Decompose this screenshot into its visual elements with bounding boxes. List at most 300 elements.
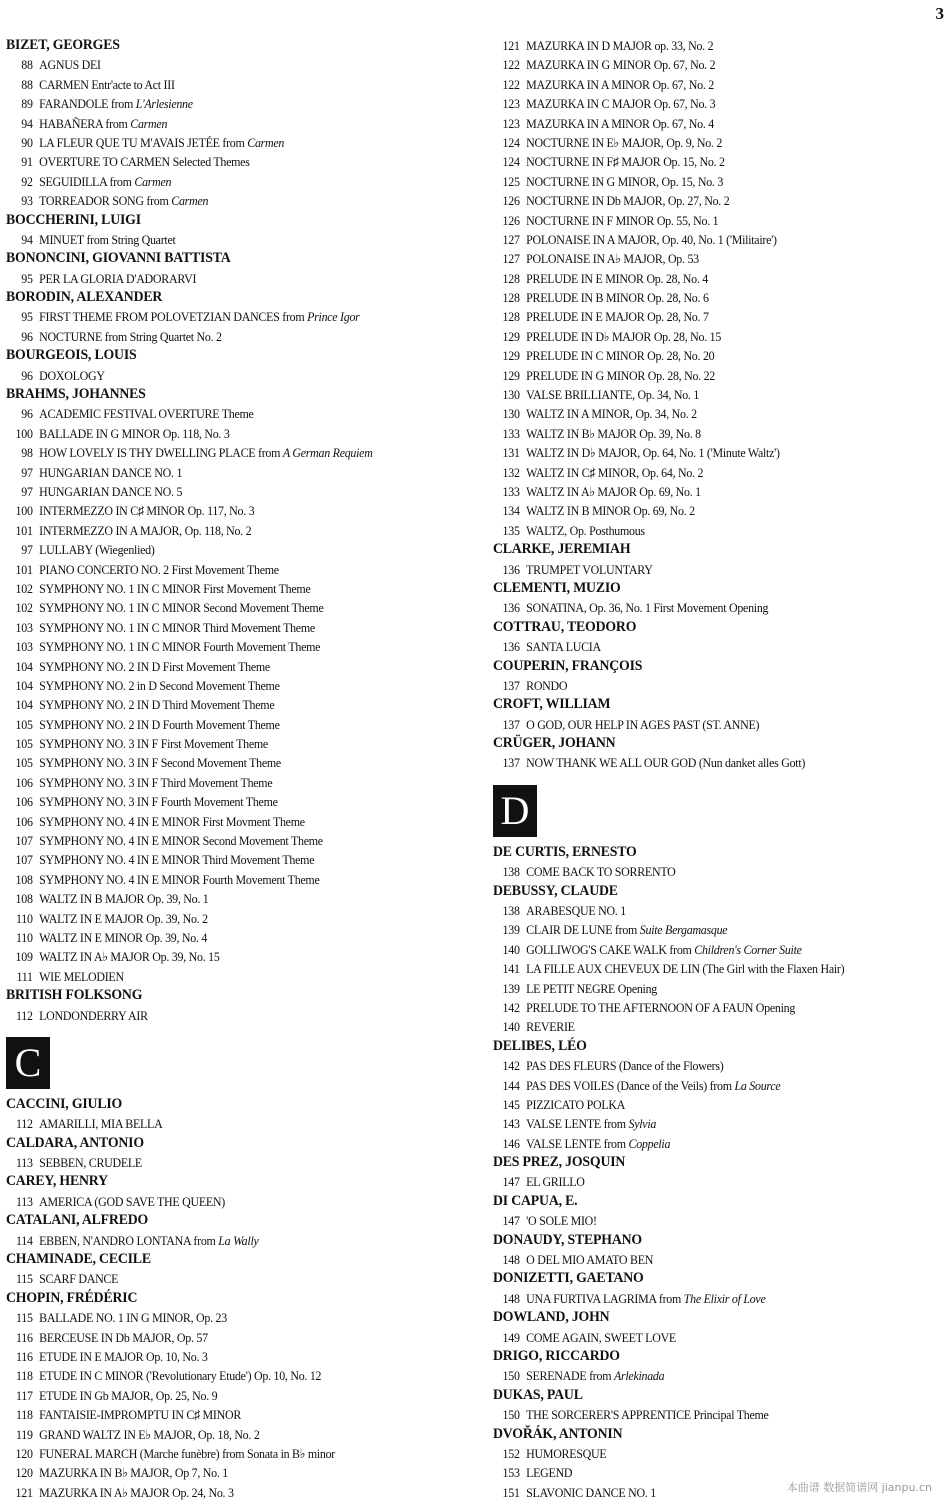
entry-title: MAZURKA IN D MAJOR op. 33, No. 2 xyxy=(526,38,714,53)
entry-page-number: 89 xyxy=(21,96,33,112)
index-entry xyxy=(493,269,912,288)
entry-work-title: Children's Corner Suite xyxy=(694,941,802,957)
entry-page-number: 124 xyxy=(502,134,520,150)
entry-page-number: 136 xyxy=(502,561,520,577)
entry-page-number: 94 xyxy=(21,115,33,131)
entry-title: SLAVONIC DANCE NO. 1 xyxy=(526,1484,656,1500)
composer-heading: CRÜGER, JOHANN xyxy=(493,735,616,752)
composer-heading: CLEMENTI, MUZIO xyxy=(493,579,621,596)
entry-title: HOW LOVELY IS THY DWELLING PLACE from xyxy=(39,445,283,461)
index-entry xyxy=(493,133,912,152)
entry-title: GRAND WALTZ IN E♭ MAJOR, Op. 18, No. 2 xyxy=(39,1426,260,1442)
entry-title: FIRST THEME FROM POLOVETZIAN DANCES from xyxy=(39,309,308,325)
index-entry xyxy=(493,598,912,617)
entry-title: THE SORCERER'S APPRENTICE Principal Theme xyxy=(526,1407,769,1423)
index-entry xyxy=(493,152,912,171)
entry-title: ETUDE IN Gb MAJOR, Op. 25, No. 9 xyxy=(39,1387,218,1403)
entry-title: NOW THANK WE ALL OUR GOD (Nun danket alles Gott) xyxy=(526,755,806,771)
entry-page-number: 142 xyxy=(502,999,520,1015)
entry-page-number: 101 xyxy=(15,522,33,538)
entry-page-number: 105 xyxy=(15,755,33,771)
entry-page-number: 135 xyxy=(502,522,520,538)
entry-title: WALTZ IN B MAJOR Op. 39, No. 1 xyxy=(39,891,209,907)
index-entry xyxy=(6,598,438,617)
index-entry xyxy=(6,812,438,831)
entry-page-number: 134 xyxy=(502,503,520,519)
index-entry xyxy=(493,288,912,307)
entry-page-number: 88 xyxy=(21,76,33,92)
index-entry xyxy=(493,230,912,249)
entry-title: SYMPHONY NO. 1 IN C MINOR Third Movement Theme xyxy=(39,619,315,635)
entry-page-number: 96 xyxy=(21,406,33,422)
entry-title: 'O SOLE MIO! xyxy=(526,1213,597,1229)
index-entry xyxy=(6,1366,438,1385)
entry-page-number: 148 xyxy=(502,1252,520,1268)
entry-title: AGNUS DEI xyxy=(39,57,101,73)
index-entry xyxy=(493,1211,912,1230)
entry-page-number: 137 xyxy=(502,716,520,732)
composer-heading: BOCCHERINI, LUIGI xyxy=(6,211,141,228)
index-entry xyxy=(493,560,912,579)
index-entry xyxy=(493,998,912,1017)
entry-title: LA FLEUR QUE TU M'AVAIS JETÉE from xyxy=(39,134,248,150)
index-entry xyxy=(6,230,438,249)
index-entry xyxy=(6,560,438,579)
index-entry xyxy=(493,1017,912,1036)
entry-work-title: La Source xyxy=(734,1077,781,1093)
index-entry xyxy=(493,191,912,210)
index-entry xyxy=(493,55,912,74)
index-entry xyxy=(6,1347,438,1366)
entry-page-number: 133 xyxy=(502,425,520,441)
entry-title: TORREADOR SONG from xyxy=(39,193,172,209)
index-entry xyxy=(6,831,438,850)
index-entry xyxy=(493,482,912,501)
entry-title: SYMPHONY NO. 4 IN E MINOR First Movment Theme xyxy=(39,813,305,829)
entry-page-number: 123 xyxy=(502,96,520,112)
composer-heading: DONIZETTI, GAETANO xyxy=(493,1270,644,1287)
entry-title: WALTZ, Op. Posthumous xyxy=(526,522,645,538)
index-entry xyxy=(6,734,438,753)
entry-page-number: 127 xyxy=(502,251,520,267)
composer-heading: DRIGO, RICCARDO xyxy=(493,1348,620,1364)
entry-title: ACADEMIC FESTIVAL OVERTURE Theme xyxy=(39,406,254,422)
index-entry xyxy=(6,133,438,152)
entry-title: MAZURKA IN C MAJOR Op. 67, No. 3 xyxy=(526,96,716,112)
entry-title: WALTZ IN A MINOR, Op. 34, No. 2 xyxy=(526,406,697,422)
composer-heading: DUKAS, PAUL xyxy=(493,1386,583,1403)
composer-heading: BIZET, GEORGES xyxy=(6,37,120,53)
entry-title: WALTZ IN E MINOR Op. 39, No. 4 xyxy=(39,929,208,945)
index-entry xyxy=(6,1425,438,1444)
index-entry xyxy=(6,191,438,210)
entry-page-number: 126 xyxy=(502,193,520,209)
index-entry xyxy=(493,501,912,520)
entry-work-title: L'Arlesienne xyxy=(135,96,193,112)
entry-title: WALTZ IN A♭ MAJOR Op. 69, No. 1 xyxy=(526,483,701,499)
entry-work-title: Carmen xyxy=(247,134,285,150)
composer-heading: BOURGEOIS, LOUIS xyxy=(6,347,137,364)
index-entry xyxy=(6,967,438,986)
entry-title: WIE MELODIEN xyxy=(39,968,124,984)
right-column xyxy=(493,36,948,1502)
entry-page-number: 108 xyxy=(15,891,33,907)
entry-title: BERCEUSE IN Db MAJOR, Op. 57 xyxy=(39,1329,208,1345)
entry-title: PRELUDE TO THE AFTERNOON OF A FAUN Opening xyxy=(526,999,796,1015)
entry-title: SYMPHONY NO. 2 IN D Fourth Movement Theme xyxy=(39,716,280,732)
index-entry xyxy=(493,979,912,998)
entry-title: MAZURKA IN G MINOR Op. 67, No. 2 xyxy=(526,57,716,73)
entry-title: SONATINA, Op. 36, No. 1 First Movement Opening xyxy=(526,600,769,616)
entry-title: DOXOLOGY xyxy=(39,367,105,383)
entry-page-number: 112 xyxy=(16,1116,33,1132)
entry-page-number: 103 xyxy=(15,639,33,655)
entry-work-title: Arlekinada xyxy=(613,1368,665,1384)
index-entry xyxy=(6,269,438,288)
entry-page-number: 96 xyxy=(21,328,33,344)
index-entry xyxy=(493,1366,912,1385)
entry-page-number: 138 xyxy=(502,903,520,919)
index-entry xyxy=(493,75,912,94)
entry-title: OVERTURE TO CARMEN Selected Themes xyxy=(39,154,250,170)
entry-title: SYMPHONY NO. 1 IN C MINOR Fourth Movement Theme xyxy=(39,639,321,655)
entry-title: NOCTURNE IN E♭ MAJOR, Op. 9, No. 2 xyxy=(526,134,723,150)
entry-title: PRELUDE IN E MINOR Op. 28, No. 4 xyxy=(526,270,708,286)
entry-title: POLONAISE IN A♭ MAJOR, Op. 53 xyxy=(526,251,699,267)
entry-page-number: 153 xyxy=(502,1465,520,1481)
index-entry xyxy=(493,36,912,55)
entry-page-number: 95 xyxy=(21,309,33,325)
index-entry xyxy=(6,1269,438,1288)
entry-page-number: 140 xyxy=(502,1019,520,1035)
entry-page-number: 112 xyxy=(16,1007,33,1023)
entry-work-title: Prince Igor xyxy=(307,309,360,325)
entry-page-number: 147 xyxy=(502,1213,520,1229)
composer-heading: CALDARA, ANTONIO xyxy=(6,1134,144,1151)
entry-title: NOCTURNE from String Quartet No. 2 xyxy=(39,328,222,344)
entry-page-number: 116 xyxy=(16,1329,33,1345)
entry-page-number: 107 xyxy=(15,833,33,849)
entry-page-number: 91 xyxy=(21,154,33,170)
composer-heading: DOWLAND, JOHN xyxy=(493,1309,610,1326)
entry-page-number: 121 xyxy=(15,1484,33,1500)
entry-page-number: 104 xyxy=(15,677,33,693)
index-entry xyxy=(6,55,438,74)
entry-page-number: 90 xyxy=(21,134,33,150)
composer-heading: DEBUSSY, CLAUDE xyxy=(493,882,618,899)
entry-page-number: 118 xyxy=(16,1407,33,1423)
entry-title: SEBBEN, CRUDELE xyxy=(39,1155,142,1171)
entry-title: O GOD, OUR HELP IN AGES PAST (ST. ANNE) xyxy=(526,716,760,732)
index-entry xyxy=(6,1006,438,1025)
index-entry xyxy=(6,1405,438,1424)
entry-page-number: 126 xyxy=(502,212,520,228)
entry-title: CLAIR DE LUNE from xyxy=(526,922,640,938)
index-entry xyxy=(6,1483,438,1502)
entry-title: MAZURKA IN A MINOR Op. 67, No. 4 xyxy=(526,115,714,131)
entry-title: NOCTURNE IN G MINOR, Op. 15, No. 3 xyxy=(526,173,724,189)
entry-page-number: 118 xyxy=(16,1368,33,1384)
entry-page-number: 147 xyxy=(502,1174,520,1190)
entry-page-number: 148 xyxy=(502,1290,520,1306)
entry-title: REVERIE xyxy=(526,1019,575,1035)
entry-title: NOCTURNE IN Db MAJOR, Op. 27, No. 2 xyxy=(526,193,730,209)
entry-title: TRUMPET VOLUNTARY xyxy=(526,561,653,577)
entry-page-number: 129 xyxy=(502,367,520,383)
entry-title: SCARF DANCE xyxy=(39,1271,119,1287)
composer-heading: CLARKE, JEREMIAH xyxy=(493,541,631,558)
entry-page-number: 131 xyxy=(502,445,520,461)
index-entry xyxy=(6,307,438,326)
entry-title: PAS DES FLEURS (Dance of the Flowers) xyxy=(526,1058,724,1074)
entry-title: SYMPHONY NO. 4 IN E MINOR Third Movement Theme xyxy=(39,852,315,868)
entry-page-number: 130 xyxy=(502,406,520,422)
entry-page-number: 123 xyxy=(502,115,520,131)
entry-title: SYMPHONY NO. 4 IN E MINOR Second Movement Theme xyxy=(39,833,323,849)
entry-page-number: 115 xyxy=(16,1310,33,1326)
entry-title: NOCTURNE IN F♯ MAJOR Op. 15, No. 2 xyxy=(526,154,725,170)
entry-title: PRELUDE IN D♭ MAJOR Op. 28, No. 15 xyxy=(526,328,722,344)
entry-title: SYMPHONY NO. 1 IN C MINOR Second Movement Theme xyxy=(39,600,324,616)
entry-page-number: 144 xyxy=(502,1077,520,1093)
entry-title: HABAÑERA from xyxy=(39,115,131,131)
index-entry xyxy=(6,114,438,133)
index-entry xyxy=(6,463,438,482)
index-entry xyxy=(6,443,438,462)
entry-title: SANTA LUCIA xyxy=(526,639,601,655)
index-entry xyxy=(6,424,438,443)
entry-page-number: 100 xyxy=(15,503,33,519)
composer-heading: BRITISH FOLKSONG xyxy=(6,987,143,1004)
entry-page-number: 103 xyxy=(15,619,33,635)
index-entry xyxy=(6,540,438,559)
index-entry xyxy=(493,1250,912,1269)
index-entry xyxy=(6,947,438,966)
entry-title: SERENADE from xyxy=(526,1368,614,1384)
entry-page-number: 113 xyxy=(16,1193,33,1209)
entry-page-number: 127 xyxy=(502,231,520,247)
entry-title: SYMPHONY NO. 3 IN F Second Movement Theme xyxy=(39,755,281,771)
composer-heading: COTTRAU, TEODORO xyxy=(493,618,637,635)
entry-title: VALSE BRILLIANTE, Op. 34, No. 1 xyxy=(526,387,700,403)
entry-title: PRELUDE IN E MAJOR Op. 28, No. 7 xyxy=(526,309,709,325)
entry-page-number: 149 xyxy=(502,1329,520,1345)
entry-page-number: 101 xyxy=(15,561,33,577)
entry-page-number: 106 xyxy=(15,794,33,810)
entry-title: WALTZ IN B♭ MAJOR Op. 39, No. 8 xyxy=(526,425,701,441)
index-entry xyxy=(6,1328,438,1347)
entry-page-number: 122 xyxy=(502,76,520,92)
index-entry xyxy=(493,1289,912,1308)
section-letter: D xyxy=(493,785,537,837)
composer-heading: CROFT, WILLIAM xyxy=(493,696,611,713)
entry-title: PER LA GLORIA D'ADORARVI xyxy=(39,270,197,286)
index-entry xyxy=(6,1463,438,1482)
entry-page-number: 128 xyxy=(502,270,520,286)
entry-title: WALTZ IN E MAJOR Op. 39, No. 2 xyxy=(39,910,208,926)
entry-page-number: 111 xyxy=(16,968,33,984)
entry-title: PIANO CONCERTO NO. 2 First Movement Theme xyxy=(39,561,279,577)
entry-title: SEGUIDILLA from xyxy=(39,173,135,189)
composer-heading: CHOPIN, FRÉDÉRIC xyxy=(6,1289,138,1306)
entry-work-title: Carmen xyxy=(171,193,209,209)
entry-page-number: 133 xyxy=(502,483,520,499)
entry-title: HUMORESQUE xyxy=(526,1445,607,1461)
entry-title: UNA FURTIVA LAGRIMA from xyxy=(526,1290,684,1306)
entry-page-number: 141 xyxy=(502,961,520,977)
index-entry xyxy=(493,443,912,462)
composer-heading: DONAUDY, STEPHANO xyxy=(493,1231,642,1248)
index-entry xyxy=(6,909,438,928)
entry-title: HUNGARIAN DANCE NO. 5 xyxy=(39,483,183,499)
index-entry xyxy=(493,901,912,920)
index-entry xyxy=(493,1095,912,1114)
entry-title: PRELUDE IN C MINOR Op. 28, No. 20 xyxy=(526,348,715,364)
index-entry xyxy=(6,870,438,889)
entry-page-number: 128 xyxy=(502,309,520,325)
index-entry xyxy=(6,715,438,734)
section-letter: C xyxy=(6,1037,50,1089)
entry-title: LONDONDERRY AIR xyxy=(39,1007,148,1023)
index-entry xyxy=(6,521,438,540)
index-entry xyxy=(6,889,438,908)
entry-title: GOLLIWOG'S CAKE WALK from xyxy=(526,941,695,957)
entry-title: MAZURKA IN A MINOR Op. 67, No. 2 xyxy=(526,76,714,92)
entry-page-number: 109 xyxy=(15,949,33,965)
entry-title: SYMPHONY NO. 2 in D Second Movement Theme xyxy=(39,677,280,693)
entry-page-number: 102 xyxy=(15,600,33,616)
composer-heading: DELIBES, LÉO xyxy=(493,1037,587,1054)
composer-heading: BRAHMS, JOHANNES xyxy=(6,386,146,403)
index-entry xyxy=(493,637,912,656)
index-entry xyxy=(493,327,912,346)
entry-page-number: 136 xyxy=(502,600,520,616)
index-entry xyxy=(493,307,912,326)
entry-work-title: Sylvia xyxy=(628,1116,657,1132)
index-entry xyxy=(6,152,438,171)
entry-page-number: 105 xyxy=(15,716,33,732)
index-entry xyxy=(493,94,912,113)
index-entry xyxy=(6,753,438,772)
entry-title: NOCTURNE IN F MINOR Op. 55, No. 1 xyxy=(526,212,719,228)
entry-title: CARMEN Entr'acte to Act III xyxy=(39,76,175,92)
entry-page-number: 138 xyxy=(502,864,520,880)
entry-title: MAZURKA IN A♭ MAJOR Op. 24, No. 3 xyxy=(39,1484,234,1500)
index-entry xyxy=(493,1328,912,1347)
index-entry xyxy=(493,366,912,385)
entry-page-number: 93 xyxy=(21,193,33,209)
entry-title: FANTAISIE-IMPROMPTU IN C♯ MINOR xyxy=(39,1407,242,1423)
entry-page-number: 146 xyxy=(502,1135,520,1151)
entry-title: WALTZ IN D♭ MAJOR, Op. 64, No. 1 ('Minute Waltz') xyxy=(526,445,780,461)
entry-page-number: 142 xyxy=(502,1058,520,1074)
index-entry xyxy=(493,249,912,268)
index-entry xyxy=(493,1172,912,1191)
composer-heading: DE CURTIS, ERNESTO xyxy=(493,843,637,860)
entry-title: BALLADE IN G MINOR Op. 118, No. 3 xyxy=(39,425,230,441)
entry-title: VALSE LENTE from xyxy=(526,1116,629,1132)
index-entry xyxy=(493,862,912,881)
entry-page-number: 114 xyxy=(16,1232,33,1248)
index-entry xyxy=(6,404,438,423)
entry-page-number: 106 xyxy=(15,813,33,829)
index-entry xyxy=(493,940,912,959)
entry-page-number: 120 xyxy=(15,1465,33,1481)
index-entry xyxy=(493,404,912,423)
index-entry xyxy=(493,753,912,772)
index-entry xyxy=(493,959,912,978)
entry-title: MAZURKA IN B♭ MAJOR, Op 7, No. 1 xyxy=(39,1465,228,1481)
index-entry xyxy=(493,1444,912,1463)
index-entry xyxy=(493,1076,912,1095)
entry-title: PRELUDE IN G MINOR Op. 28, No. 22 xyxy=(526,367,716,383)
entry-page-number: 107 xyxy=(15,852,33,868)
index-entry xyxy=(6,1153,438,1172)
composer-heading: CATALANI, ALFREDO xyxy=(6,1212,149,1229)
entry-page-number: 92 xyxy=(21,173,33,189)
index-entry xyxy=(6,850,438,869)
entry-work-title: A German Requiem xyxy=(282,445,373,461)
entry-page-number: 150 xyxy=(502,1368,520,1384)
entry-title: COME AGAIN, SWEET LOVE xyxy=(526,1329,676,1345)
entry-page-number: 104 xyxy=(15,658,33,674)
entry-title: SYMPHONY NO. 2 IN D First Movement Theme xyxy=(39,658,270,674)
index-entry xyxy=(6,1386,438,1405)
index-entry xyxy=(493,1405,912,1424)
entry-title: SYMPHONY NO. 1 IN C MINOR First Movement Theme xyxy=(39,580,311,596)
entry-page-number: 129 xyxy=(502,348,520,364)
entry-title: PIZZICATO POLKA xyxy=(526,1096,626,1112)
entry-work-title: La Wally xyxy=(218,1232,259,1248)
entry-work-title: Carmen xyxy=(134,173,172,189)
entry-page-number: 97 xyxy=(21,464,33,480)
index-entry xyxy=(493,715,912,734)
entry-page-number: 110 xyxy=(16,910,33,926)
entry-title: VALSE LENTE from xyxy=(526,1135,629,1151)
entry-title: RONDO xyxy=(526,677,568,693)
entry-title: SYMPHONY NO. 3 IN F Fourth Movement Theme xyxy=(39,794,278,810)
entry-title: O DEL MIO AMATO BEN xyxy=(526,1252,654,1268)
entry-page-number: 106 xyxy=(15,774,33,790)
entry-page-number: 143 xyxy=(502,1116,520,1132)
index-entry xyxy=(6,618,438,637)
index-entry xyxy=(6,676,438,695)
entry-title: BALLADE NO. 1 IN G MINOR, Op. 23 xyxy=(39,1310,227,1326)
entry-title: FUNERAL MARCH (Marche funèbre) from Sonata in B♭ minor xyxy=(39,1445,336,1461)
entry-work-title: The Elixir of Love xyxy=(683,1290,766,1306)
entry-title: SYMPHONY NO. 3 IN F First Movement Theme xyxy=(39,736,268,752)
entry-page-number: 116 xyxy=(16,1349,33,1364)
entry-page-number: 150 xyxy=(502,1407,520,1423)
entry-title: PAS DES VOILES (Dance of the Veils) from xyxy=(526,1077,735,1093)
entry-title: ETUDE IN E MAJOR Op. 10, No. 3 xyxy=(39,1349,208,1364)
entry-title: LEGEND xyxy=(526,1465,573,1481)
composer-heading: DI CAPUA, E. xyxy=(493,1192,578,1209)
index-entry xyxy=(6,1192,438,1211)
index-entry xyxy=(493,463,912,482)
entry-page-number: 105 xyxy=(15,736,33,752)
index-entry xyxy=(493,346,912,365)
index-entry xyxy=(6,773,438,792)
page-number: 3 xyxy=(935,4,944,23)
entry-page-number: 137 xyxy=(502,755,520,771)
entry-page-number: 128 xyxy=(502,290,520,306)
index-entry xyxy=(493,676,912,695)
entry-page-number: 113 xyxy=(16,1155,33,1171)
entry-page-number: 136 xyxy=(502,639,520,655)
entry-title: LA FILLE AUX CHEVEUX DE LIN (The Girl with the Flaxen Hair) xyxy=(526,961,845,977)
entry-title: INTERMEZZO IN A MAJOR, Op. 118, No. 2 xyxy=(39,522,252,538)
